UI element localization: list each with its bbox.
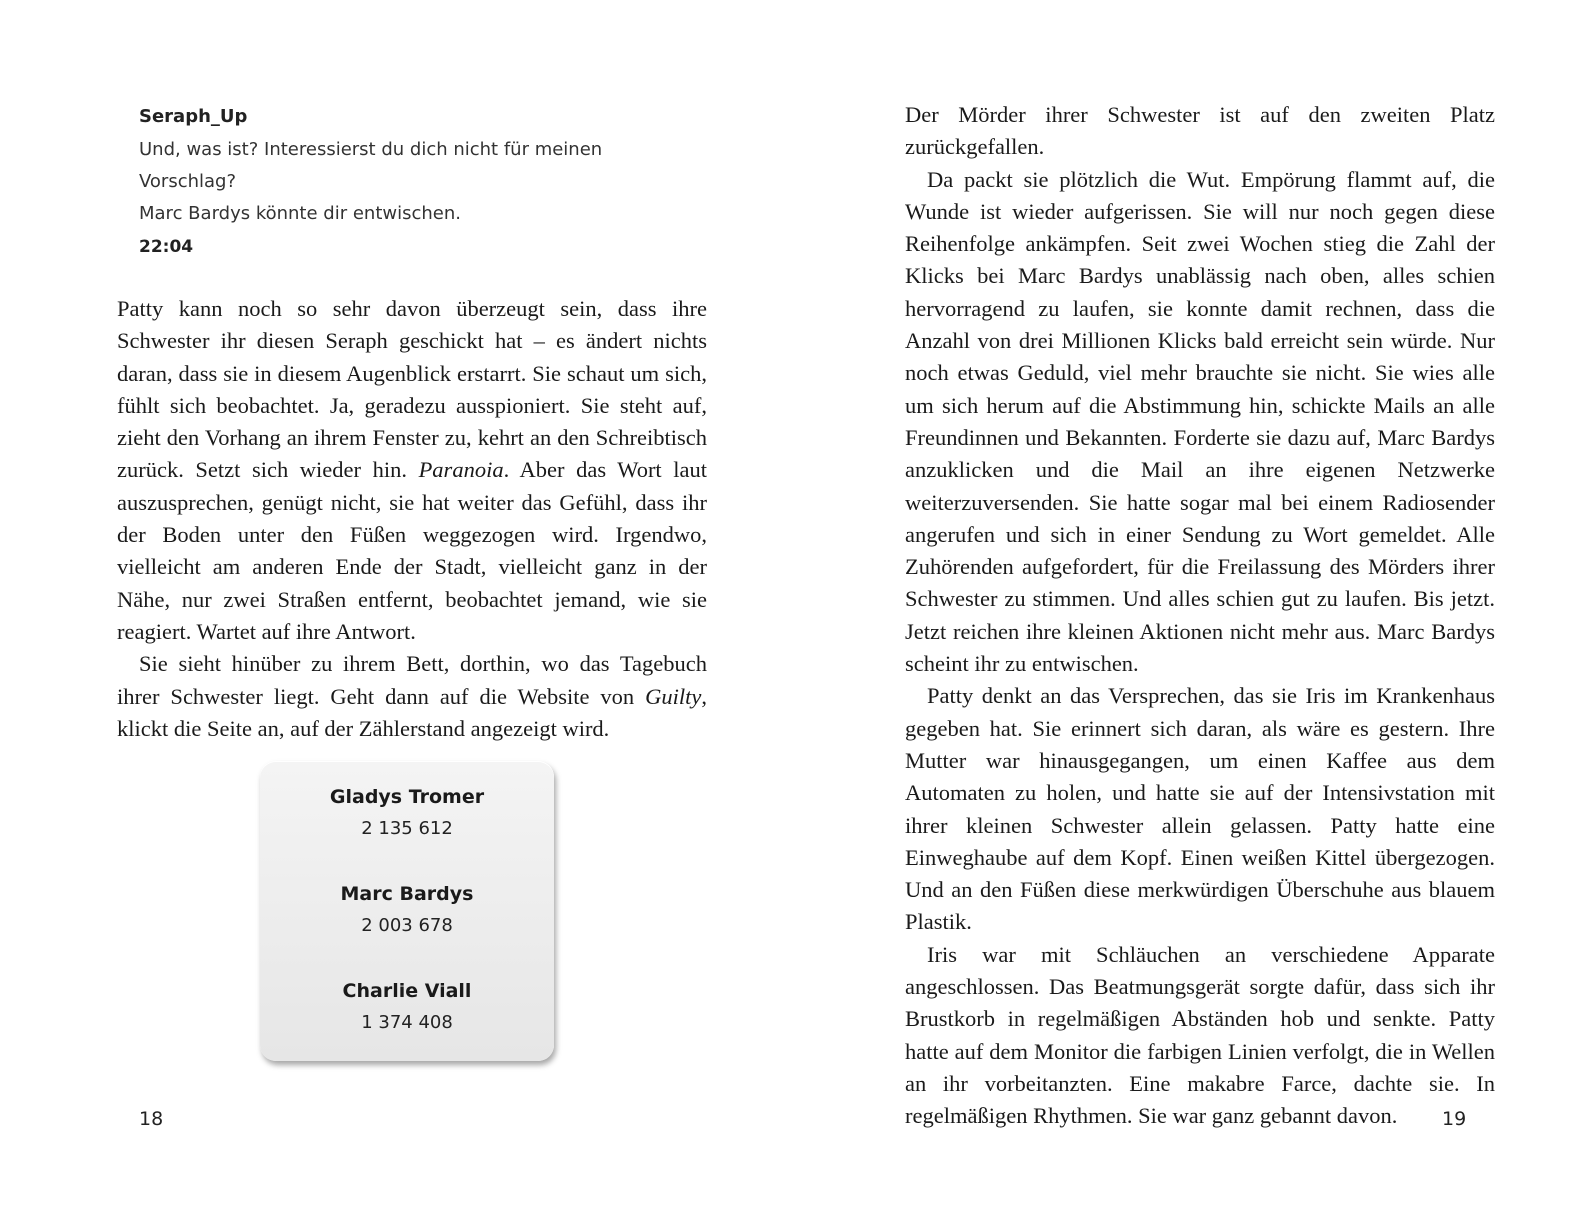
right-body-text [905, 99, 1495, 1133]
emphasis-guilty: Guilty [645, 683, 702, 709]
counter-entry [260, 781, 554, 845]
candidate-count: 2 135 612 [361, 818, 453, 839]
paragraph-text: Patty kann noch so sehr davon überzeugt sein, dass ihre Schwester ihr diesen Seraph geschickt hat – es ändert nichts daran, dass sie in diesem Augenblick erstarrt. Sie schaut um sich, fühlt sich beobachtet. Ja, geradezu ausspioniert. Sie steht auf, zieht den Vorhang an ihrem Fenster zu, kehrt an den Schreibtisch zurück. Setzt sich wieder hin. [117, 296, 707, 483]
emphasis-paranoia: Paranoia [418, 457, 504, 483]
counter-entry [260, 878, 554, 942]
chat-message-line: Marc Bardys könnte dir entwischen. [139, 203, 461, 224]
chat-message-block [139, 100, 619, 264]
counter-entry [260, 975, 554, 1039]
paragraph: Da packt sie plötzlich die Wut. Empörung flammt auf, die Wunde ist wieder aufgerissen. Sie will nur noch gegen diese Reihenfolge ankämpfen. Seit zwei Wochen stieg die Zahl der Klicks bei Marc Bardys unablässig nach oben, alles schien hervorragend zu laufen, sie konnte damit rechnen, dass die Anzahl von drei Millionen Klicks bald erreicht sein würde. Nur noch etwas Geduld, viel mehr brauchte sie nicht. Sie wies alle um sich herum auf die Abstimmung hin, schickte Mails an alle Freundinnen und Bekannten. Forderte sie dazu auf, Marc Bardys anzuklicken und die Mail an ihre eigenen Netzwerke weiterzuversenden. Sie hatte sogar mal bei einem Radiosender angerufen und sich in einer Sendung zu Wort gemeldet. Alle Zuhörenden aufgefordert, für die Freilassung des Mörders ihrer Schwester zu stimmen. Und alles schien gut zu laufen. Bis jetzt. Jetzt reichen ihre kleinen Aktionen nicht mehr aus. Marc Bardys scheint ihr zu entwischen. [905, 166, 1495, 677]
paragraph: Patty denkt an das Versprechen, das sie Iris im Krankenhaus gegeben hat. Sie erinnert sich daran, als wäre es gestern. Ihre Mutter war hinausgegangen, um einen Kaffee aus dem Automaten zu holen, und hatte sie auf der Intensivstation mit ihrer kleinen Schwester allein gelassen. Patty hatte eine Einweghaube auf dem Kopf. Einen weißen Kittel übergezogen. Und an den Füßen diese merkwürdigen Überschuhe aus blauem Plastik. [905, 683, 1495, 935]
right-page [797, 0, 1594, 1217]
paragraph [117, 293, 707, 648]
chat-timestamp: 22:04 [139, 237, 194, 257]
paragraph-text: , klickt die Seite an, auf der Zählerstand angezeigt wird. [117, 683, 707, 741]
paragraph: Iris war mit Schläuchen an verschiedene Apparate angeschlossen. Das Beatmungsgerät sorgte dafür, dass sich ihr Brustkorb in regelmäßigen Abständen hob und senkte. Patty hatte auf dem Monitor die farbigen Linien verfolgt, die in Wellen an ihr vorbeitanzten. Eine makabre Farce, dachte sie. In regelmäßigen Rhythmen. Sie war ganz gebannt davon. [905, 941, 1495, 1129]
candidate-count: 1 374 408 [361, 1012, 453, 1033]
chat-message-line: Und, was ist? Interessierst du dich nicht für meinen [139, 139, 603, 160]
candidate-count: 2 003 678 [361, 915, 453, 936]
paragraph: Der Mörder ihrer Schwester ist auf den zweiten Platz zurückgefallen. [905, 102, 1495, 160]
page-number: 18 [139, 1108, 164, 1130]
chat-message-line: Vorschlag? [139, 171, 237, 192]
paragraph [117, 648, 707, 745]
left-body-text [117, 293, 707, 745]
paragraph-text: . Aber das Wort laut auszusprechen, genügt nicht, sie hat weiter das Gefühl, dass ihr der Boden unter den Füßen weggezogen wird. Irgendwo, vielleicht am anderen Ende der Stadt, vielleicht ganz in der Nähe, nur zwei Straßen entfernt, beobachtet jemand, wie sie reagiert. Wartet auf ihre Antwort. [117, 457, 707, 644]
paragraph-text: Sie sieht hinüber zu ihrem Bett, dorthin, wo das Tagebuch ihrer Schwester liegt. Geht dann auf die Website von [117, 651, 707, 709]
candidate-name: Gladys Tromer [329, 786, 485, 808]
candidate-name: Marc Bardys [340, 883, 474, 905]
vote-counter-box [260, 761, 554, 1061]
candidate-name: Charlie Viall [342, 980, 472, 1002]
chat-username: Seraph_Up [139, 106, 248, 127]
page-number: 19 [1442, 1108, 1467, 1130]
